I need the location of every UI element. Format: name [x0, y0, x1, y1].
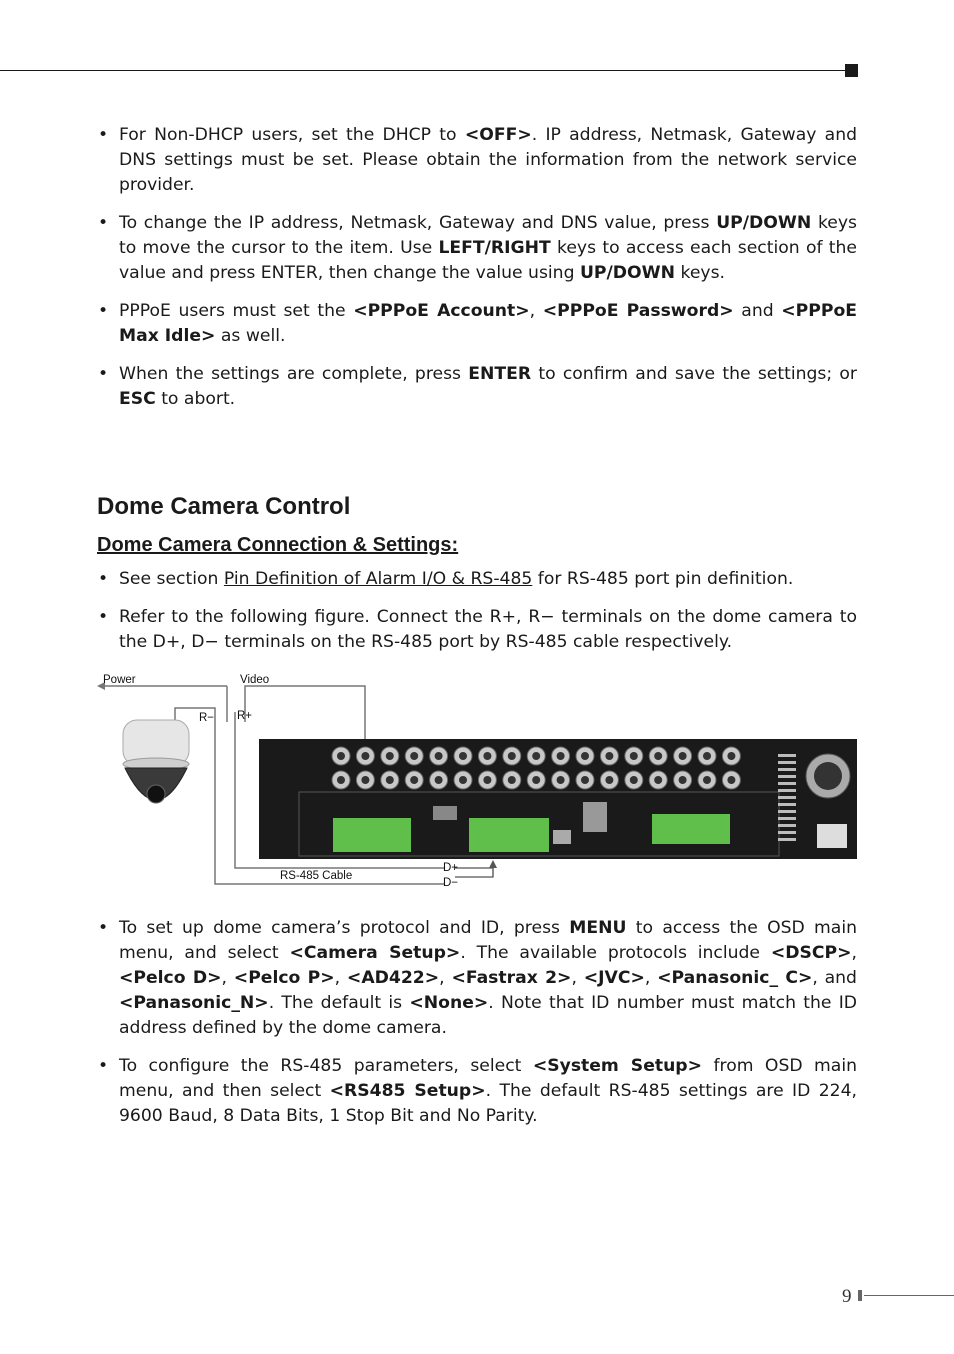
bnc-pin [410, 776, 418, 784]
text-run: To change the IP address, Netmask, Gateway and DNS value, press [119, 213, 717, 233]
audio-in-terminal [333, 818, 411, 852]
bnc-pin [557, 776, 565, 784]
bold-text: <None> [409, 993, 489, 1013]
bnc-pin [361, 776, 369, 784]
text-run: To configure the RS-485 parameters, select [119, 1056, 533, 1076]
vent-slot [778, 824, 796, 827]
list-item [97, 916, 857, 1041]
bnc-pin [435, 776, 443, 784]
bullet-list-top [97, 123, 857, 425]
connector-arrow-icon [489, 860, 497, 868]
bold-text: UP/DOWN [716, 213, 812, 233]
vent-slot [778, 817, 796, 820]
rs485-bracket [455, 868, 493, 877]
footer-bar-marker [858, 1290, 862, 1301]
bold-text: <Panasonic_N> [119, 993, 269, 1013]
label-d-minus: D− [443, 877, 459, 889]
text-run: keys to access each section of the value and press ENTER, then change the value using [119, 238, 857, 283]
bold-text: <PPPoE Account> [353, 301, 530, 321]
bnc-pin [435, 752, 443, 760]
bnc-pin [605, 752, 613, 760]
text-run: to abort. [155, 389, 236, 409]
label-power: Power [103, 674, 136, 686]
vent-slot [778, 789, 796, 792]
text-run: from OSD main menu, and then select [119, 1056, 857, 1101]
bnc-pin [630, 752, 638, 760]
bold-text: <JVC> [583, 968, 645, 988]
text-run: and [733, 301, 782, 321]
bnc-pin [581, 776, 589, 784]
bnc-pin [386, 752, 394, 760]
bnc-pin [581, 752, 589, 760]
text-run: keys to move the cursor to the item. Use [119, 213, 857, 258]
label-video: Video [240, 674, 270, 686]
bnc-pin [459, 776, 467, 784]
bnc-pin [557, 752, 565, 760]
bold-text: ESC [119, 389, 156, 409]
list-item [97, 211, 857, 286]
bold-text: <PPPoE Max Idle> [119, 301, 857, 346]
text-run: , [221, 968, 234, 988]
text-run: . The default is [268, 993, 410, 1013]
text-run: . The available protocols include [460, 943, 771, 963]
section-title: Dome Camera Control [97, 493, 351, 520]
vent-slot [778, 838, 796, 841]
list-item [97, 362, 857, 412]
vent-slot [778, 782, 796, 785]
bold-text: <Fastrax 2> [451, 968, 572, 988]
label-rs485-cable: RS-485 Cable [280, 870, 353, 882]
vent-slot [778, 796, 796, 799]
bnc-pin [630, 776, 638, 784]
bold-text: ENTER [468, 364, 532, 384]
vent-slot [778, 810, 796, 813]
bnc-pin [654, 776, 662, 784]
bullet-list-bottom [97, 916, 857, 1142]
text-run: , [851, 943, 857, 963]
footer-rule [864, 1295, 954, 1296]
text-run: . Note that ID number must match the ID address defined by the dome camera. [119, 993, 857, 1038]
text-run: to access the OSD main menu, and select [119, 918, 857, 963]
vent-slot [778, 754, 796, 757]
bold-text: <RS485 Setup> [329, 1081, 486, 1101]
vga-port [433, 806, 457, 820]
wiring-figure [95, 672, 860, 890]
bnc-pin [483, 776, 491, 784]
list-item [97, 123, 857, 198]
bnc-pin [386, 776, 394, 784]
alarm-io-terminal [469, 818, 549, 852]
bold-text: LEFT/RIGHT [438, 238, 551, 258]
text-run: When the settings are complete, press [119, 364, 469, 384]
subsection-title: Dome Camera Connection & Settings: [97, 534, 459, 556]
text-run: , [334, 968, 347, 988]
header-rule [0, 70, 848, 71]
text-run: , [529, 301, 543, 321]
lan-port [583, 802, 607, 832]
bold-text: <Pelco D> [119, 968, 222, 988]
text-run: , and [812, 968, 857, 988]
bold-text: <System Setup> [532, 1056, 703, 1076]
dome-camera-icon [123, 720, 189, 803]
bnc-pin [679, 752, 687, 760]
bold-text: <Pelco P> [233, 968, 335, 988]
bnc-pin [727, 752, 735, 760]
text-run: to confirm and save the settings; or [531, 364, 857, 384]
label-r-minus: R− [199, 712, 215, 724]
bullets-mid [97, 567, 857, 655]
list-item [97, 567, 857, 592]
bold-text: <Panasonic_ C> [657, 968, 813, 988]
text-run: as well. [215, 326, 286, 346]
dvr-rear-panel [259, 739, 857, 859]
bnc-pin [508, 776, 516, 784]
text-run: To set up dome camera’s protocol and ID, press [119, 918, 570, 938]
section-link[interactable]: Pin Definition of Alarm I/O & RS-485 [223, 569, 533, 589]
list-item [97, 299, 857, 349]
bold-text: <Camera Setup> [289, 943, 461, 963]
bnc-pin [337, 776, 345, 784]
bold-text: <OFF> [464, 125, 532, 145]
text-run: for RS-485 port pin definition. [532, 569, 794, 589]
list-item [97, 605, 857, 655]
bnc-pin [532, 776, 540, 784]
bold-text: MENU [569, 918, 627, 938]
list-item [97, 1054, 857, 1129]
text-run: . The default RS-485 settings are ID 224, 9600 Baud, 8 Data Bits, 1 Stop Bit and No Parity. [119, 1081, 857, 1126]
text-run: Refer to the following figure. Connect the R+, R− terminals on the dome camera to the D+, D− terminals on the RS-485 port by RS-485 cable respectively. [119, 607, 857, 652]
bold-text: <DSCP> [770, 943, 852, 963]
label-r-plus: R+ [237, 710, 253, 722]
audio-out-terminal [652, 814, 730, 844]
text-run: For Non-DHCP users, set the DHCP to [119, 125, 465, 145]
bullets-bottom [97, 916, 857, 1129]
bold-text: <PPPoE Password> [542, 301, 734, 321]
bnc-pin [679, 776, 687, 784]
vent-slot [778, 775, 796, 778]
bold-text: UP/DOWN [579, 263, 676, 283]
text-run: , [439, 968, 452, 988]
text-run: , [644, 968, 658, 988]
bnc-pin [703, 776, 711, 784]
text-run: PPPoE users must set the [119, 301, 354, 321]
vent-slot [778, 803, 796, 806]
video-wire [245, 686, 365, 744]
text-run: keys. [675, 263, 725, 283]
wiring-diagram [95, 672, 860, 890]
text-run: See section [119, 569, 224, 589]
power-socket [817, 824, 847, 848]
rs485-port [553, 830, 571, 844]
header-square-marker [845, 64, 858, 77]
bnc-pin [508, 752, 516, 760]
text-run: , [571, 968, 584, 988]
text-run: . IP address, Netmask, Gateway and DNS settings must be set. Please obtain the information from the network service provider. [119, 125, 857, 195]
vent-slot [778, 768, 796, 771]
bnc-pin [532, 752, 540, 760]
bnc-pin [483, 752, 491, 760]
label-d-plus: D+ [443, 862, 459, 874]
bnc-pin [727, 776, 735, 784]
bullet-list-mid [97, 567, 857, 668]
vent-slot [778, 761, 796, 764]
bnc-pin [410, 752, 418, 760]
bnc-pin [361, 752, 369, 760]
page-number: 9 [842, 1286, 852, 1307]
bnc-pin [703, 752, 711, 760]
bnc-pin [605, 776, 613, 784]
bullets-top [97, 123, 857, 412]
bnc-pin [654, 752, 662, 760]
bnc-pin [337, 752, 345, 760]
vent-slot [778, 831, 796, 834]
bnc-pin [459, 752, 467, 760]
bold-text: <AD422> [346, 968, 440, 988]
